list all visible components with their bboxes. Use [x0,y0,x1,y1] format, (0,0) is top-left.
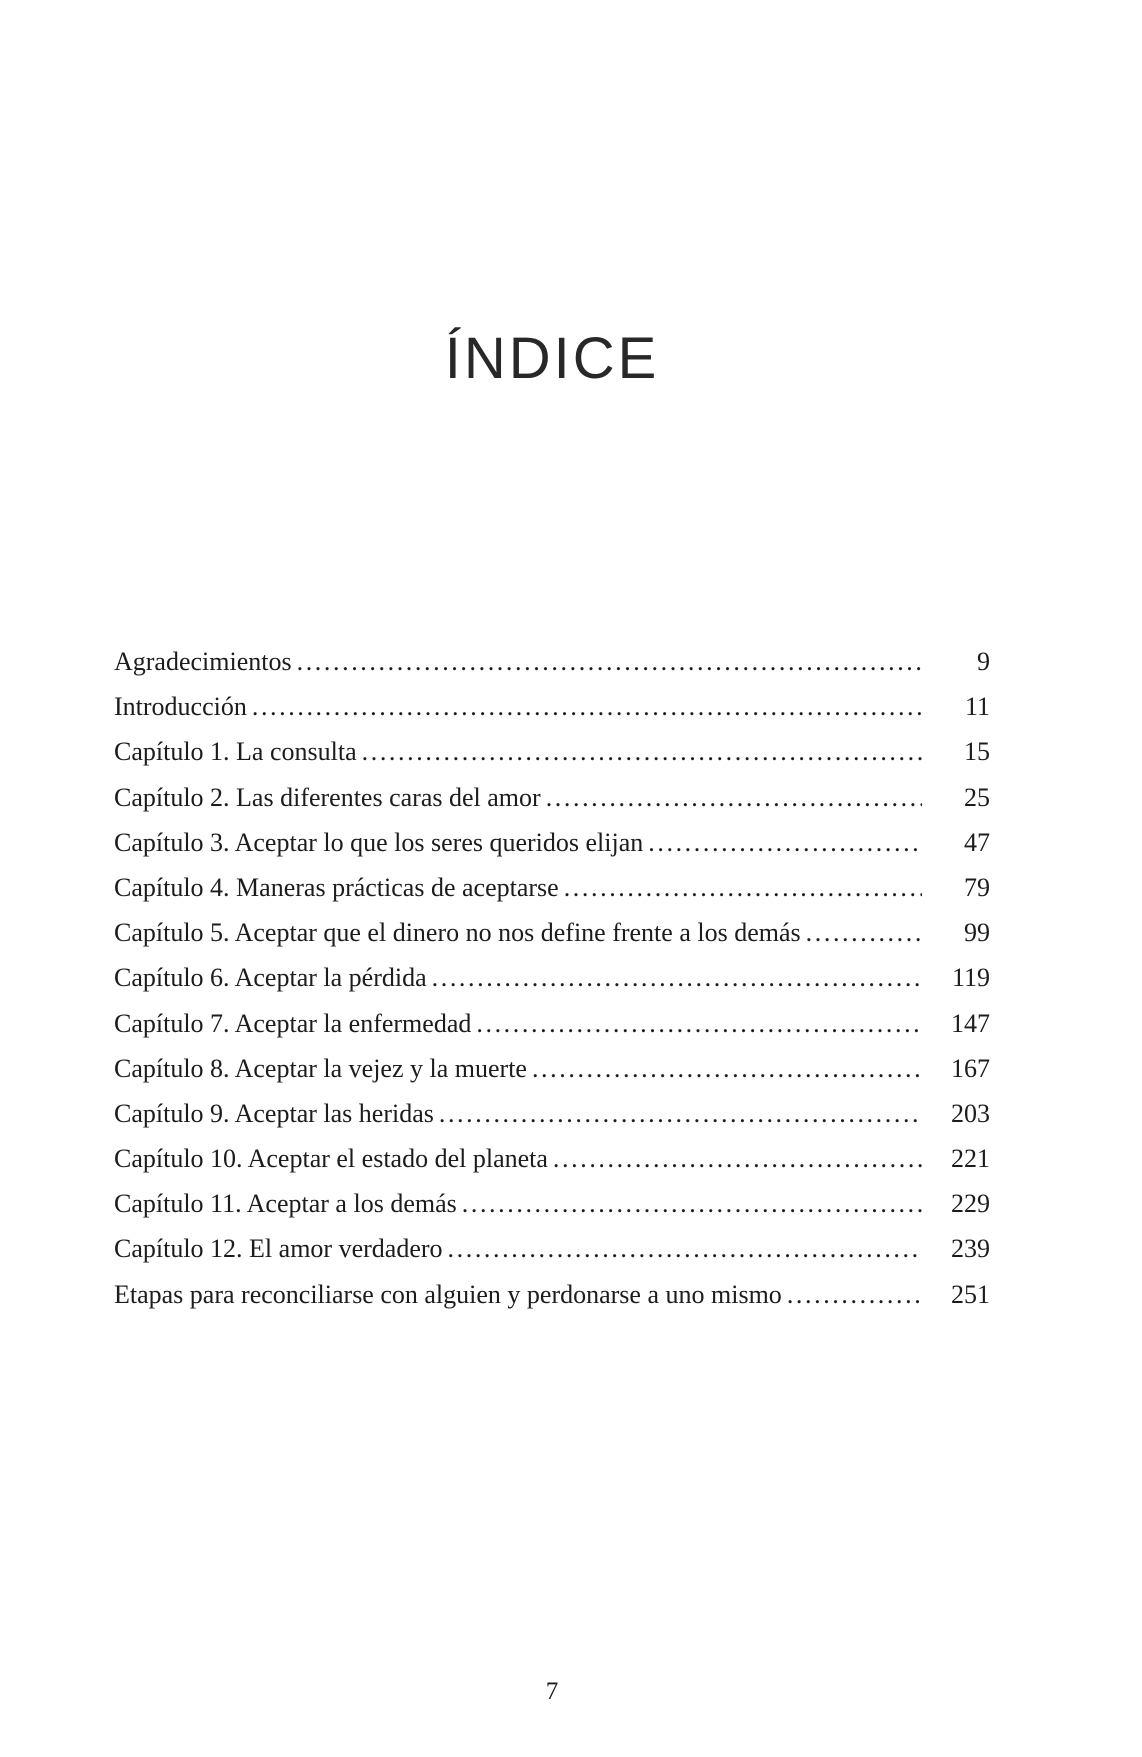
leader-dots [476,1001,922,1046]
leader-dots [564,865,922,910]
toc-entry-label: Capítulo 3. Aceptar lo que los seres queridos elijan [114,827,644,857]
toc-entry-page-number: 9 [977,647,990,676]
toc-entry-label: Capítulo 4. Maneras prácticas de aceptarse [114,872,559,902]
toc-entry-label: Capítulo 5. Aceptar que el dinero no nos define frente a los demás [114,918,801,948]
toc-entry-label: Capítulo 10. Aceptar el estado del planeta [114,1144,548,1174]
leader-dots [362,729,922,774]
toc-entry-page-number: 79 [964,872,990,902]
toc-entry-row [114,639,990,684]
toc-entry-page-number: 239 [951,1234,990,1264]
leader-dots [432,955,922,1000]
leader-dots [787,1272,922,1317]
toc-entry-label: Etapas para reconciliarse con alguien y perdonarse a uno mismo [114,1279,782,1309]
toc-entry-row [114,955,990,1000]
toc-entry-page-number: 11 [964,692,990,722]
leader-dots [546,775,922,820]
toc-entry-label: Capítulo 7. Aceptar la enfermedad [114,1008,472,1038]
toc-entry-page-number: 47 [964,827,990,857]
toc-entry-row [114,865,990,910]
toc-entry-label: Introducción [114,692,247,722]
toc-entry-row [114,684,990,729]
toc-entry-page-number: 167 [951,1053,990,1083]
toc-entry-row [114,1181,990,1226]
toc-entry-label: Capítulo 1. La consulta [114,737,357,767]
toc-entry-page-number: 147 [951,1008,990,1038]
toc-entry-label: Capítulo 9. Aceptar las heridas [114,1098,434,1128]
toc-entry-label: Capítulo 11. Aceptar a los demás [114,1189,457,1219]
toc-entry-row [114,1226,990,1271]
leader-dots [252,684,922,729]
toc-entry-label: Capítulo 2. Las diferentes caras del amor [114,782,541,812]
toc-entry-row [114,1001,990,1046]
leader-dots [448,1226,922,1271]
toc-entry-row [114,1091,990,1136]
toc-entry-row [114,1046,990,1091]
toc-entry-row [114,1272,990,1317]
leader-dots [648,820,922,865]
toc-entry-page-number: 221 [951,1144,990,1174]
toc-entry-page-number: 251 [951,1279,990,1309]
toc-entry-row [114,775,990,820]
leader-dots [439,1091,922,1136]
page-title: ÍNDICE [444,326,660,391]
toc-entry-label: Agradecimientos [114,647,292,676]
toc-entry-row [114,1136,990,1181]
leader-dots [553,1136,922,1181]
leader-dots [806,910,922,955]
leader-dots [532,1046,922,1091]
leader-dots [297,639,922,684]
toc-entry-page-number: 99 [964,918,990,948]
leader-dots [462,1181,922,1226]
toc-entry-row [114,820,990,865]
toc-entry-page-number: 229 [951,1189,990,1219]
toc-list [114,639,990,1317]
toc-entry-page-number: 203 [951,1098,990,1128]
toc-entry-label: Capítulo 6. Aceptar la pérdida [114,963,427,993]
toc-entry-row [114,729,990,774]
footer-page-number: 7 [545,1678,559,1705]
toc-entry-page-number: 119 [951,963,990,993]
toc-entry-label: Capítulo 12. El amor verdadero [114,1234,443,1264]
toc-entry-page-number: 15 [964,737,990,767]
toc-entry-page-number: 25 [964,782,990,812]
toc-entry-label: Capítulo 8. Aceptar la vejez y la muerte [114,1053,527,1083]
toc-entry-row [114,910,990,955]
